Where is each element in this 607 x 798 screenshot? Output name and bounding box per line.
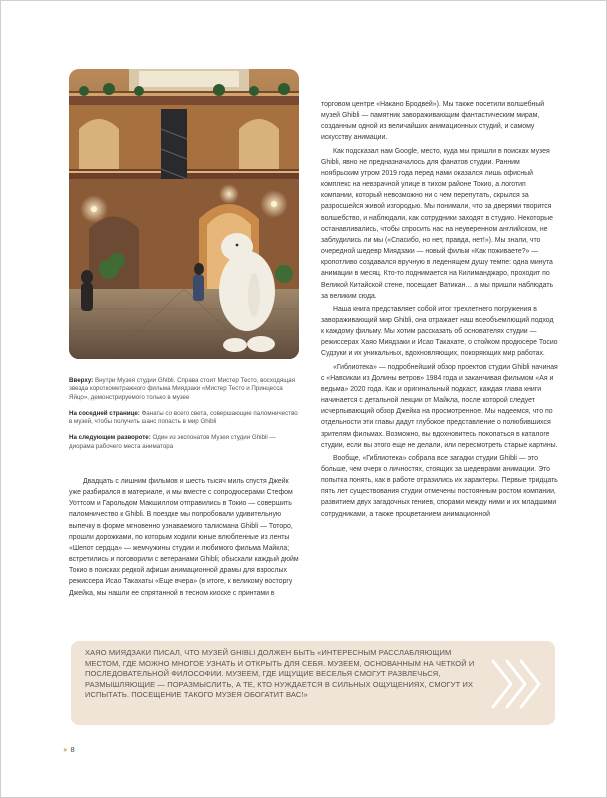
body-text-left-column — [69, 476, 301, 599]
caption-next-spread — [69, 434, 301, 451]
paragraph: Наша книга представляет собой итог трехлетнего погружения в завораживающий мир Ghibli, она отражает наш всеобъемлющий подход к каждому фильму. Мы хотим рассказать об основателях студии — режиссерах Хаяо Миядзаки и Исао Такахате, о стойком продюсере Тосио Судзуки и их уникальных, вдохновляющих, покоряющих мир работах. — [321, 305, 558, 358]
photo-captions — [69, 377, 301, 459]
caption-top — [69, 377, 301, 402]
museum-interior-photo — [69, 69, 299, 359]
caption-text: Один из экспонатов Музея студии Ghibli — диорама рабочего места аниматора — [69, 434, 276, 450]
caption-label: На следующем развороте: — [69, 434, 151, 442]
page-number-text: 8 — [70, 745, 75, 754]
paragraph: Двадцать с лишним фильмов и шесть тысяч миль спустя Джейк уже разбирался в материале, и мы вместе с сопродюсерами Стефом Уоттсом и Гарольдом Макшиллом отправились в Токио — совершить паломничество к Ghibli. В поездке мы попробовали удивительную выпечку в форме мгновенно узнаваемого талисмана Ghibli — Тоторо, прошли дорожками, по которым ходили юные влюбленные из ленты «Шепот сердца» — жемчужины студии и любимого фильма Майкла; встретились и поговорили с ветеранами Ghibli; обыскали каждый дюйм Токио в поисках редкой афиши анимационной драмы для взрослых режиссера Исао Такахаты «Еще вчера» (в итоге, к великому восторгу Джейка, мы нашли ее спрятанной в тесном киоске с принтами в — [69, 478, 299, 597]
pull-quote-text: ХАЯО МИЯДЗАКИ ПИСАЛ, ЧТО МУЗЕЙ GHIBLI ДОЛЖЕН БЫТЬ «ИНТЕРЕСНЫМ РАССЛАБЛЯЮЩИМ МЕСТОМ, ГДЕ МОЖНО МНОГОЕ УЗНАТЬ И ОТКРЫТЬ ДЛЯ СЕБЯ. МУЗЕЕМ, ОСНОВАННЫМ НА ЧЕТКОЙ И ПОСЛЕДОВАТЕЛЬНОЙ ФИЛОСОФИИ. МУЗЕЕМ, ГДЕ ИЩУЩИЕ ВЕСЕЛЬЯ СМОГУТ РАЗВЛЕЧЬСЯ, РАЗМЫШЛЯЮЩИЕ — ПОРАЗМЫСЛИТЬ, А ТЕ, КТО НУЖДАЕТСЯ В СИЛЬНЫХ ОЩУЩЕНИЯХ, СМОГУТ ИХ ИСПЫТАТЬ. ПОСЕЩЕНИЕ ТАКОГО МУЗЕЯ ОБОГАТИТ ВАС!» — [85, 648, 475, 699]
paragraph: Вообще, «Гиблиотека» собрала все загадки студии Ghibli — это больше, чем очерк о личностях, стоящих за шедеврами анимации. Это попытка понять, как в работе отразились их характеры. Первые тридцать пять лет существования студии отмечены постоянным ростом компании, развитием двух загадочных гениев, спорами между ними и их младшими сотрудниками, а также процветанием анимационной — [321, 454, 558, 518]
caption-opposite — [69, 410, 301, 427]
chevron-right-icon — [489, 657, 541, 711]
paragraph: Как подсказал нам Google, место, куда мы пришли в поисках музея Ghibli, явно не предназначалось для фанатов студии. Ранним ноябрьским утром 2019 года перед нами оказался лишь офисный комплекс на невзрачной улице в тихом районе Токио, а логотип компании, который невозможно ни с чем перепутать, скрылся за разросшейся живой изгородью. Мы понимали, что за дверями творится волшебство, и наблюдали, как сотрудники заходят в студию. Некоторые останавливались, чтобы спросить нас на неуверенном английском, не заблудились ли мы («Спасибо, но нет, правда, нет!»). Мы знали, что очередной шедевр Миядзаки — новый фильм «Как поживаете?» — кропотливо создавался вручную в леденящем душу темпе: одна минута анимации в месяц. Кто-то поднимается на Килиманджаро, проходит по Великой Китайской стене, посещает Ватикан… а мы пришли наблюдать за великим сюда. — [321, 147, 554, 300]
body-text-right-column — [321, 99, 558, 631]
caption-text: Фанаты со всего света, совершающие паломничество в музей, чтобы получить шанс попасть в мир Ghibli — [69, 409, 298, 426]
paragraph: торговом центре «Накано Бродвей»). Мы также посетили волшебный музей Ghibli — памятник завораживающим фантастическим мирам, созданным одной из величайших анимационных студий, и самому искусству анимации. — [321, 101, 545, 142]
paragraph: «Гиблиотека» — подробнейший обзор проектов студии Ghibli начиная с «Навсикаи из Долины ветров» 1984 года и заканчивая фильмом «Ая и ведьма» 2020 года. Как и оригинальный подкаст, каждая глава книги начинается с детальной лекции от Майкла, после которой следует исчерпывающий обзор Джейка на просмотренное. Мы надеемся, что по отдельности эти главы дадут глубокое представление о полюбившихся зрителям фильмах. Возможно, вы вдохновитесь покопаться в каталоге студии, если вы этого еще не делали, или пересмотреть старые картины. — [321, 363, 558, 449]
page-number — [63, 745, 75, 754]
caption-text: Внутри Музея студии Ghibli. Справа стоит Мистер Тесто, восходящая звезда короткометражного фильма Миядзаки «Мистер Тесто и Принцесса Яйцо», демонстрируемого только в музее — [69, 377, 296, 401]
caption-label: На соседней странице: — [69, 409, 140, 417]
page-number-marker-icon: ● — [63, 745, 68, 754]
caption-label: Вверху: — [69, 377, 94, 384]
pull-quote-box — [71, 641, 555, 725]
museum-interior-illustration — [69, 69, 299, 359]
